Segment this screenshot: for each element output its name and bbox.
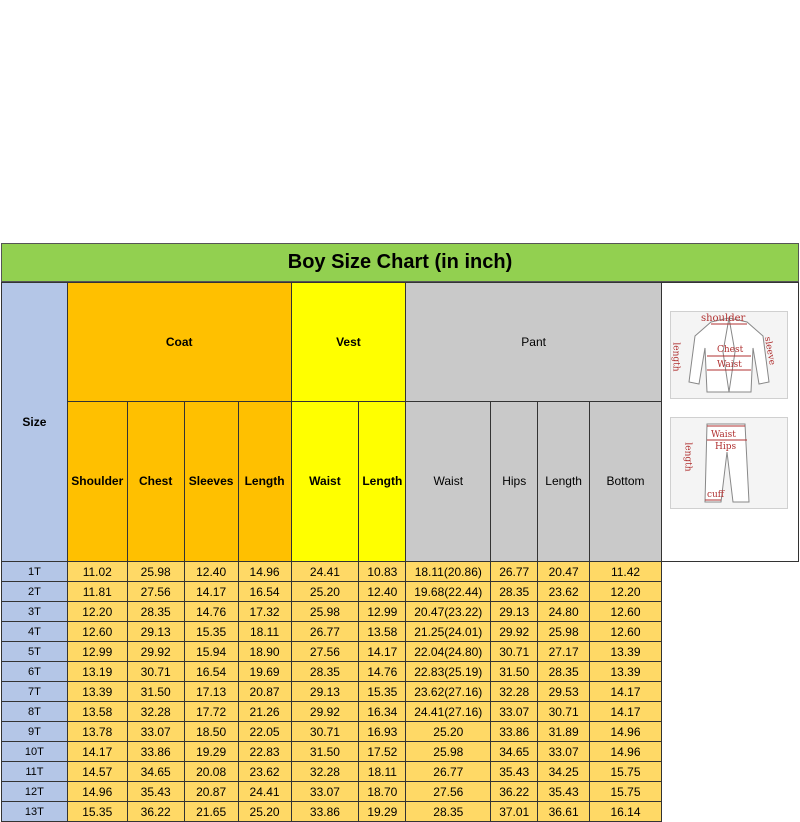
table-row: [2, 602, 799, 622]
size-table: [1, 282, 799, 822]
vest-waist-cell: 25.20: [291, 582, 359, 602]
coat-length-cell: 14.96: [238, 562, 291, 582]
hips-cell: 33.07: [491, 702, 538, 722]
vest-length-cell: 19.29: [359, 802, 406, 822]
vest-waist-cell: 31.50: [291, 742, 359, 762]
waist-label: Waist: [716, 360, 742, 370]
length-label: length: [670, 342, 681, 372]
column-header-vest-length: Length: [359, 401, 406, 561]
vest-waist-cell: 30.71: [291, 722, 359, 742]
coat-length-cell: 25.20: [238, 802, 291, 822]
pant-length-cell: 36.61: [538, 802, 590, 822]
vest-length-cell: 16.34: [359, 702, 406, 722]
size-cell: 13T: [2, 802, 68, 822]
coat-length-cell: 20.87: [238, 682, 291, 702]
pant-waist-cell: 22.83(25.19): [406, 662, 491, 682]
shoulder-cell: 13.78: [67, 722, 127, 742]
bottom-cell: 16.14: [590, 802, 662, 822]
vest-waist-cell: 29.13: [291, 682, 359, 702]
coat-length-cell: 23.62: [238, 762, 291, 782]
coat-length-cell: 22.83: [238, 742, 291, 762]
sleeves-cell: 17.13: [184, 682, 238, 702]
bottom-cell: 11.42: [590, 562, 662, 582]
size-cell: 3T: [2, 602, 68, 622]
pant-waist-cell: 18.11(20.86): [406, 562, 491, 582]
sleeves-cell: 18.50: [184, 722, 238, 742]
cuff-label: cuff: [706, 490, 725, 500]
sleeves-cell: 17.72: [184, 702, 238, 722]
bottom-cell: 12.60: [590, 602, 662, 622]
hips-cell: 34.65: [491, 742, 538, 762]
table-row: [2, 622, 799, 642]
group-header-row: [2, 283, 799, 402]
shoulder-cell: 14.17: [67, 742, 127, 762]
table-row: [2, 802, 799, 822]
pant-length-cell: 29.53: [538, 682, 590, 702]
size-cell: 7T: [2, 682, 68, 702]
hips-cell: 33.86: [491, 722, 538, 742]
hips-cell: 30.71: [491, 642, 538, 662]
sleeves-cell: 12.40: [184, 562, 238, 582]
vest-length-cell: 12.40: [359, 582, 406, 602]
size-cell: 9T: [2, 722, 68, 742]
pant-length-cell: 20.47: [538, 562, 590, 582]
pant-length-cell: 28.35: [538, 662, 590, 682]
size-cell: 12T: [2, 782, 68, 802]
chest-cell: 27.56: [127, 582, 184, 602]
pant-length-label: length: [682, 442, 693, 472]
hips-cell: 37.01: [491, 802, 538, 822]
size-header: Size: [2, 283, 68, 562]
coat-length-cell: 17.32: [238, 602, 291, 622]
column-header-coat-length: Length: [238, 401, 291, 561]
size-cell: 5T: [2, 642, 68, 662]
chest-cell: 34.65: [127, 762, 184, 782]
pant-waist-cell: 21.25(24.01): [406, 622, 491, 642]
chest-cell: 29.92: [127, 642, 184, 662]
pant-waist-cell: 28.35: [406, 802, 491, 822]
vest-length-cell: 12.99: [359, 602, 406, 622]
pant-waist-label: Waist: [710, 430, 736, 440]
vest-waist-cell: 29.92: [291, 702, 359, 722]
size-cell: 10T: [2, 742, 68, 762]
bottom-cell: 15.75: [590, 762, 662, 782]
sleeves-cell: 20.08: [184, 762, 238, 782]
coat-length-cell: 21.26: [238, 702, 291, 722]
pant-length-cell: 31.89: [538, 722, 590, 742]
pant-waist-cell: 25.98: [406, 742, 491, 762]
pant-waist-cell: 23.62(27.16): [406, 682, 491, 702]
vest-length-cell: 10.83: [359, 562, 406, 582]
sleeves-cell: 20.87: [184, 782, 238, 802]
hips-cell: 26.77: [491, 562, 538, 582]
bottom-cell: 12.20: [590, 582, 662, 602]
sleeves-cell: 21.65: [184, 802, 238, 822]
size-cell: 1T: [2, 562, 68, 582]
coat-measurement-image: [670, 311, 788, 399]
chest-cell: 28.35: [127, 602, 184, 622]
pant-length-cell: 25.98: [538, 622, 590, 642]
shoulder-cell: 12.99: [67, 642, 127, 662]
chest-cell: 29.13: [127, 622, 184, 642]
pant-waist-cell: 26.77: [406, 762, 491, 782]
table-row: [2, 682, 799, 702]
shoulder-cell: 12.20: [67, 602, 127, 622]
vest-length-cell: 14.17: [359, 642, 406, 662]
table-row: [2, 702, 799, 722]
vest-length-cell: 18.11: [359, 762, 406, 782]
sleeves-cell: 14.76: [184, 602, 238, 622]
hips-cell: 29.13: [491, 602, 538, 622]
vest-waist-cell: 27.56: [291, 642, 359, 662]
pant-group-header: Pant: [406, 283, 662, 402]
chest-label: Chest: [716, 345, 744, 355]
coat-group-header: Coat: [67, 283, 291, 402]
coat-length-cell: 24.41: [238, 782, 291, 802]
sleeve-label: sleeve: [761, 336, 777, 366]
shoulder-cell: 12.60: [67, 622, 127, 642]
vest-length-cell: 13.58: [359, 622, 406, 642]
table-row: [2, 642, 799, 662]
hips-cell: 32.28: [491, 682, 538, 702]
column-header-pant-waist: Waist: [406, 401, 491, 561]
hips-cell: 35.43: [491, 762, 538, 782]
pant-length-cell: 24.80: [538, 602, 590, 622]
pant-length-cell: 30.71: [538, 702, 590, 722]
shoulder-cell: 14.96: [67, 782, 127, 802]
chest-cell: 33.86: [127, 742, 184, 762]
table-row: [2, 742, 799, 762]
pant-measurement-image: [670, 417, 788, 509]
column-header-pant-length: Length: [538, 401, 590, 561]
table-row: [2, 662, 799, 682]
vest-waist-cell: 32.28: [291, 762, 359, 782]
chest-cell: 36.22: [127, 802, 184, 822]
vest-waist-cell: 33.86: [291, 802, 359, 822]
sleeves-cell: 15.94: [184, 642, 238, 662]
pant-waist-cell: 25.20: [406, 722, 491, 742]
bottom-cell: 14.96: [590, 722, 662, 742]
vest-group-header: Vest: [291, 283, 406, 402]
shoulder-cell: 11.02: [67, 562, 127, 582]
table-row: [2, 762, 799, 782]
hips-cell: 31.50: [491, 662, 538, 682]
vest-length-cell: 16.93: [359, 722, 406, 742]
vest-waist-cell: 25.98: [291, 602, 359, 622]
size-rows: [2, 562, 799, 822]
chest-cell: 32.28: [127, 702, 184, 722]
shoulder-cell: 13.19: [67, 662, 127, 682]
vest-length-cell: 18.70: [359, 782, 406, 802]
table-row: [2, 722, 799, 742]
coat-length-cell: 16.54: [238, 582, 291, 602]
bottom-cell: 13.39: [590, 662, 662, 682]
bottom-cell: 12.60: [590, 622, 662, 642]
column-header-hips: Hips: [491, 401, 538, 561]
pant-waist-cell: 22.04(24.80): [406, 642, 491, 662]
coat-length-cell: 19.69: [238, 662, 291, 682]
pant-length-cell: 34.25: [538, 762, 590, 782]
size-cell: 11T: [2, 762, 68, 782]
chart-title: Boy Size Chart (in inch): [1, 243, 799, 282]
column-header-vest-waist: Waist: [291, 401, 359, 561]
vest-waist-cell: 33.07: [291, 782, 359, 802]
sleeves-cell: 16.54: [184, 662, 238, 682]
hips-cell: 36.22: [491, 782, 538, 802]
hips-cell: 29.92: [491, 622, 538, 642]
size-chart: [1, 243, 799, 819]
size-cell: 8T: [2, 702, 68, 722]
chest-cell: 25.98: [127, 562, 184, 582]
coat-length-cell: 18.11: [238, 622, 291, 642]
vest-length-cell: 14.76: [359, 662, 406, 682]
column-header-sleeves: Sleeves: [184, 401, 238, 561]
coat-length-cell: 22.05: [238, 722, 291, 742]
measurement-diagram: [662, 283, 798, 561]
bottom-cell: 14.17: [590, 682, 662, 702]
size-cell: 4T: [2, 622, 68, 642]
chest-cell: 31.50: [127, 682, 184, 702]
pant-length-cell: 35.43: [538, 782, 590, 802]
shoulder-cell: 14.57: [67, 762, 127, 782]
column-header-chest: Chest: [127, 401, 184, 561]
hips-label: Hips: [714, 442, 737, 452]
chest-cell: 30.71: [127, 662, 184, 682]
column-header-shoulder: Shoulder: [67, 401, 127, 561]
vest-waist-cell: 28.35: [291, 662, 359, 682]
shoulder-cell: 13.58: [67, 702, 127, 722]
size-cell: 2T: [2, 582, 68, 602]
table-row: [2, 562, 799, 582]
pant-length-cell: 33.07: [538, 742, 590, 762]
pant-length-cell: 27.17: [538, 642, 590, 662]
size-cell: 6T: [2, 662, 68, 682]
bottom-cell: 14.17: [590, 702, 662, 722]
bottom-cell: 14.96: [590, 742, 662, 762]
pant-waist-cell: 19.68(22.44): [406, 582, 491, 602]
column-header-bottom: Bottom: [590, 401, 662, 561]
table-row: [2, 782, 799, 802]
shoulder-label: shoulder: [700, 313, 746, 324]
shoulder-cell: 11.81: [67, 582, 127, 602]
sleeves-cell: 19.29: [184, 742, 238, 762]
sleeves-cell: 14.17: [184, 582, 238, 602]
bottom-cell: 15.75: [590, 782, 662, 802]
hips-cell: 28.35: [491, 582, 538, 602]
coat-length-cell: 18.90: [238, 642, 291, 662]
vest-waist-cell: 26.77: [291, 622, 359, 642]
measurement-diagram-cell: [661, 283, 798, 562]
shoulder-cell: 13.39: [67, 682, 127, 702]
pant-length-cell: 23.62: [538, 582, 590, 602]
vest-length-cell: 17.52: [359, 742, 406, 762]
pant-waist-cell: 20.47(23.22): [406, 602, 491, 622]
bottom-cell: 13.39: [590, 642, 662, 662]
pant-waist-cell: 24.41(27.16): [406, 702, 491, 722]
chest-cell: 35.43: [127, 782, 184, 802]
pant-waist-cell: 27.56: [406, 782, 491, 802]
table-row: [2, 582, 799, 602]
sleeves-cell: 15.35: [184, 622, 238, 642]
vest-waist-cell: 24.41: [291, 562, 359, 582]
vest-length-cell: 15.35: [359, 682, 406, 702]
shoulder-cell: 15.35: [67, 802, 127, 822]
chest-cell: 33.07: [127, 722, 184, 742]
